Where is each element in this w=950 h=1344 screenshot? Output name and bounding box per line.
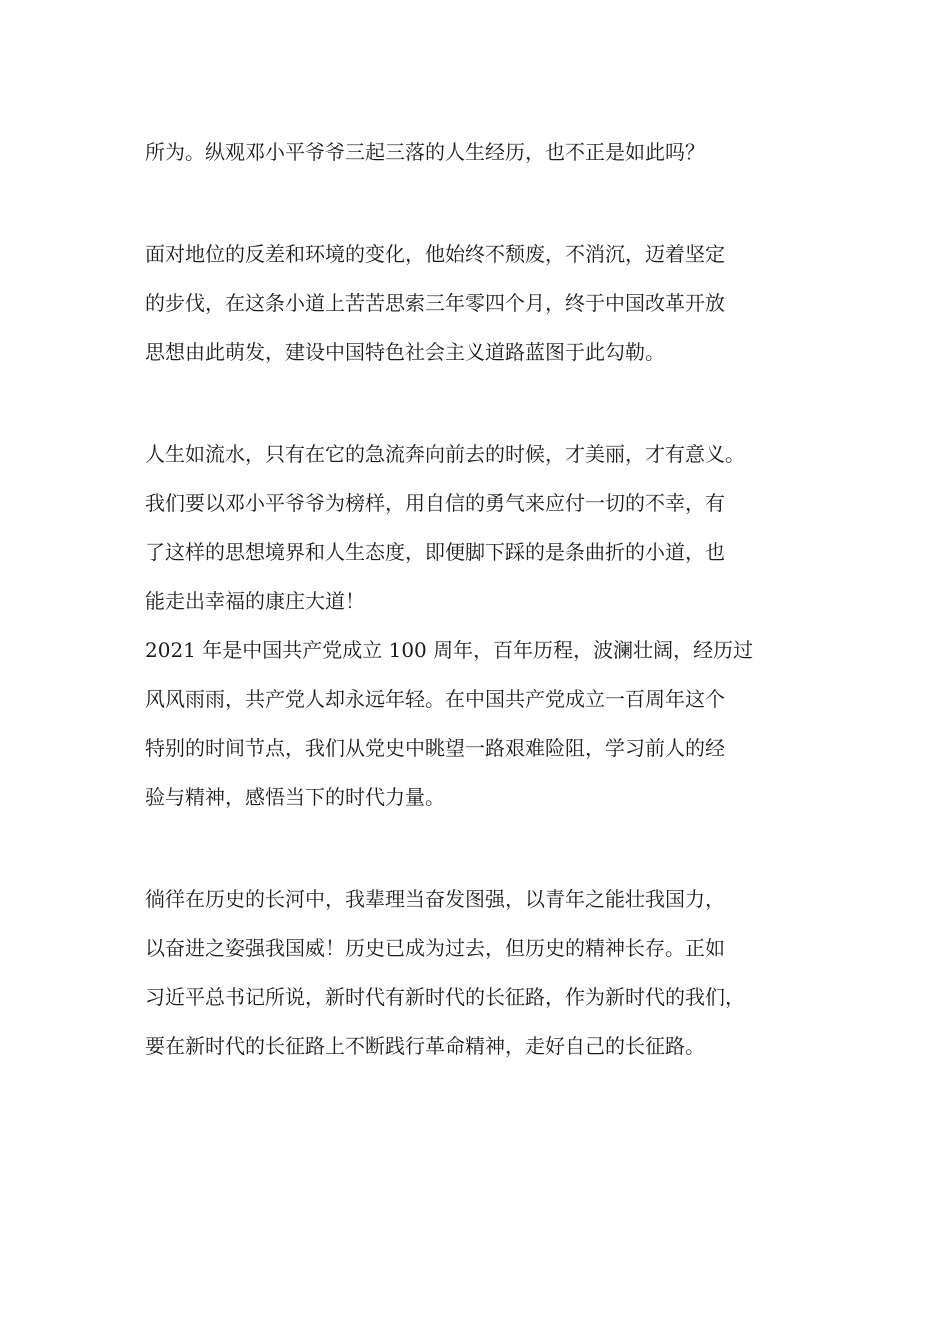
text-line: 所为。纵观邓小平爷爷三起三落的人生经历，也不正是如此吗？ [145, 140, 705, 164]
text-line: 以奋进之姿强我国威！历史已成为过去，但历史的精神长存。正如 [145, 936, 725, 960]
text-line: 了这样的思想境界和人生态度，即便脚下踩的是条曲折的小道，也 [145, 540, 725, 564]
paragraph-4 [145, 626, 820, 822]
text-line: 能走出幸福的康庄大道！ [145, 589, 365, 613]
text-line: 的步伐，在这条小道上苦苦思索三年零四个月，终于中国改革开放 [145, 291, 725, 315]
text-line: 习近平总书记所说，新时代有新时代的长征路，作为新时代的我们， [145, 985, 745, 1009]
paragraph-5 [145, 875, 820, 1071]
text-line: 思想由此萌发，建设中国特色社会主义道路蓝图于此勾勒。 [145, 340, 665, 364]
text-line: 要在新时代的长征路上不断践行革命精神，走好自己的长征路。 [145, 1034, 705, 1058]
text-line: 面对地位的反差和环境的变化，他始终不颓废，不消沉，迈着坚定 [145, 242, 725, 266]
text-line: 验与精神，感悟当下的时代力量。 [145, 785, 445, 809]
paragraph-1 [145, 128, 820, 177]
paragraph-3 [145, 430, 820, 626]
text-line: 风风雨雨，共产党人却永远年轻。在中国共产党成立一百周年这个 [145, 687, 725, 711]
document-body [145, 128, 820, 1071]
paragraph-gap [145, 177, 820, 230]
text-line: 2021 年是中国共产党成立 100 周年，百年历程，波澜壮阔，经历过 [145, 638, 754, 662]
paragraph-gap [145, 377, 820, 430]
paragraph-2 [145, 230, 820, 377]
paragraph-gap [145, 822, 820, 875]
text-line: 徜徉在历史的长河中，我辈理当奋发图强，以青年之能壮我国力， [145, 887, 725, 911]
text-line: 我们要以邓小平爷爷为榜样，用自信的勇气来应付一切的不幸，有 [145, 491, 725, 515]
text-line: 人生如流水，只有在它的急流奔向前去的时候，才美丽，才有意义。 [145, 442, 745, 466]
text-line: 特别的时间节点，我们从党史中眺望一路艰难险阻，学习前人的经 [145, 736, 725, 760]
